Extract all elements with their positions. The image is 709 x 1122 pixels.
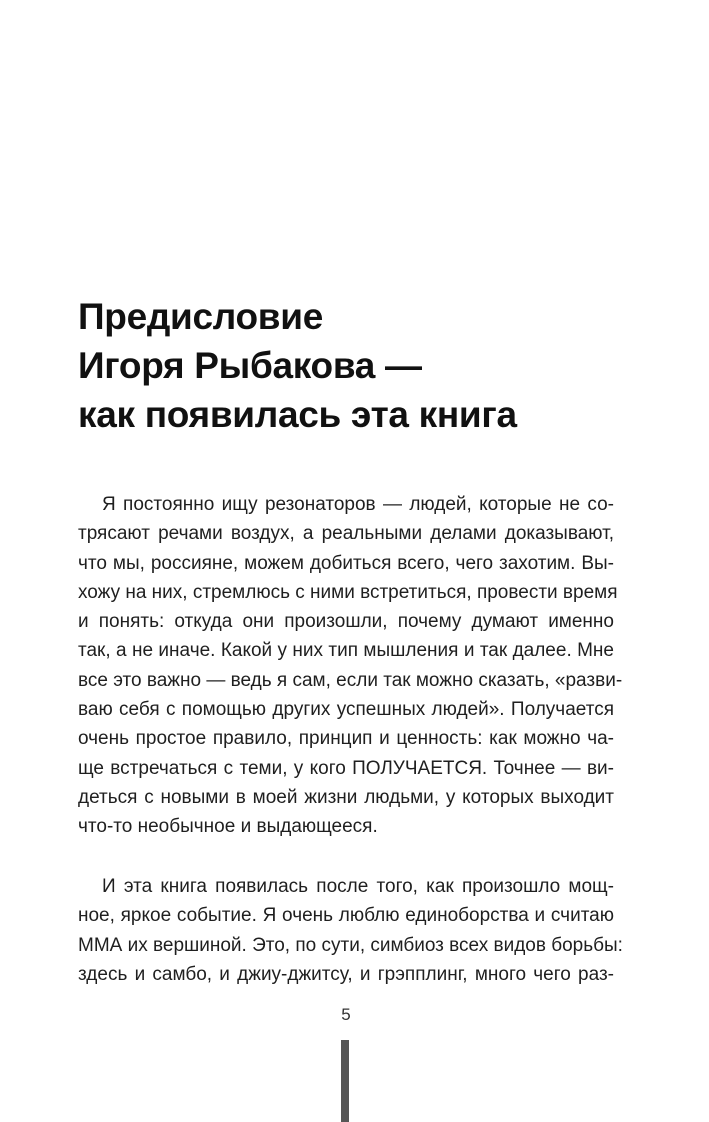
body-paragraph [78, 872, 623, 989]
text-line: ще встречаться с теми, у кого ПОЛУЧАЕТСЯ. Точнее — ви- [78, 757, 614, 779]
text-line: ММА их вершиной. Это, по сути, симбиоз всех видов борьбы: [78, 934, 623, 956]
text-line: очень простое правило, принцип и ценность: как можно ча- [78, 728, 614, 750]
text-line: ваю себя с помощью других успешных людей». Получается [78, 699, 614, 721]
text-line: что мы, россияне, можем добиться всего, чего захотим. Вы- [78, 552, 614, 574]
page-number: 5 [341, 1005, 351, 1024]
text-line: так, а не иначе. Какой у них тип мышления и так далее. Мне [78, 640, 614, 662]
page-marker-bar [341, 1040, 349, 1122]
body-paragraph [78, 490, 623, 842]
text-line: здесь и самбо, и джиу-джитсу, и грэпплинг, много чего раз- [78, 963, 614, 985]
text-line: ное, яркое событие. Я очень люблю единоборства и считаю [78, 905, 614, 927]
text-line: трясают речами воздух, а реальными делами доказывают, [78, 523, 614, 545]
chapter-title-line: Игоря Рыбакова — [78, 345, 422, 386]
chapter-title [78, 292, 638, 439]
text-line: Я постоянно ищу резонаторов — людей, которые не со- [102, 494, 614, 515]
chapter-title-line: Предисловие [78, 296, 323, 337]
text-line: что-то необычное и выдающееся. [78, 816, 378, 838]
chapter-title-line: как появилась эта книга [78, 394, 517, 435]
text-line: деться с новыми в моей жизни людьми, у которых выходит [78, 786, 614, 808]
text-line: все это важно — ведь я сам, если так можно сказать, «разви- [78, 669, 623, 691]
text-line: хожу на них, стремлюсь с ними встретиться, провести время [78, 581, 618, 603]
text-line: и понять: откуда они произошли, почему думают именно [78, 611, 614, 633]
text-line: И эта книга появилась после того, как произошло мощ- [102, 876, 614, 897]
